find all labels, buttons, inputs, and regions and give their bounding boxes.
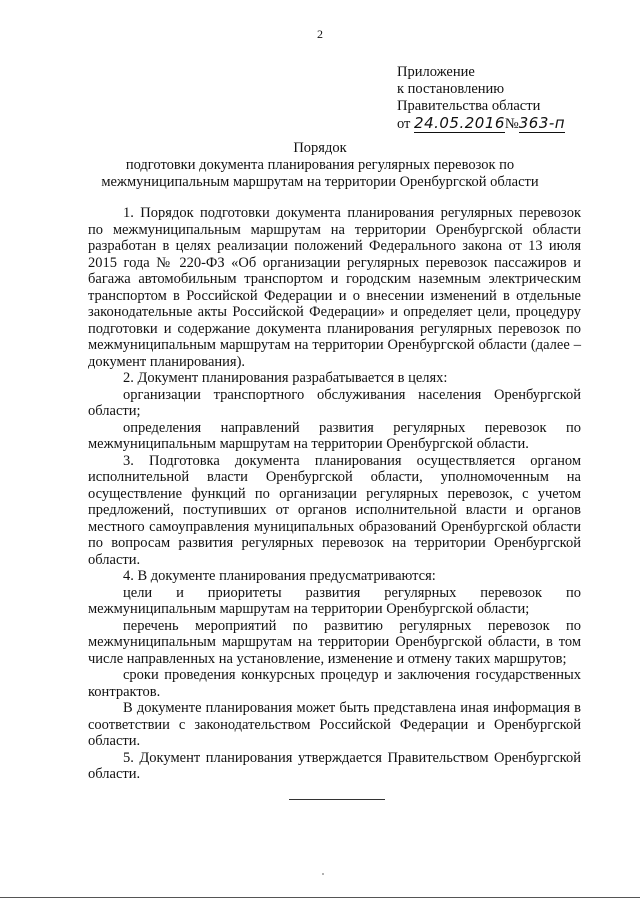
paragraph-4: 4. В документе планирования предусматриваются: — [123, 568, 436, 584]
document-body — [88, 205, 581, 783]
appendix-government-label: Правительства области — [397, 98, 541, 114]
page-bottom-edge — [0, 897, 640, 898]
paragraph-2: 2. Документ планирования разрабатывается в целях: — [123, 370, 448, 386]
appendix-block — [397, 64, 565, 133]
paragraph-2-item-2: определения направлений развития регулярных перевозок по межмуниципальным маршрутам на территории Оренбургской области. — [88, 419, 581, 452]
date-prefix: от — [397, 116, 411, 132]
document-title — [0, 140, 640, 191]
paragraph-4-item-1: цели и приоритеты развития регулярных перевозок по межмуниципальным маршрутам на территории Оренбургской области; — [88, 584, 581, 617]
appendix-date-number-line — [397, 115, 565, 133]
handwritten-date: 24.05.2016 — [414, 114, 505, 132]
paragraph-4-note: В документе планирования может быть представлена иная информация в соответствии с законодательством Российской Федерации и Оренбургской области. — [88, 700, 581, 749]
title-line-2: межмуниципальным маршрутам на территории Оренбургской области — [101, 174, 539, 190]
appendix-label: Приложение — [397, 64, 475, 80]
title-heading: Порядок — [293, 140, 347, 156]
appendix-resolution-label: к постановлению — [397, 81, 505, 97]
handwritten-number: 363-п — [518, 114, 566, 132]
page-number: 2 — [317, 27, 323, 41]
paragraph-1: 1. Порядок подготовки документа планирования регулярных перевозок по межмуниципальным маршрутам на территории Оренбургской области разработан в целях реализации положений Федерального закона от 13 июля 2015 года № 220-ФЗ «Об организации регулярных перевозок пассажиров и багажа автомобильным транспортом и городским наземным электрическим транспортом в Российской Федерации и о внесении изменений в отдельные законодательные акты Российской Федерации» и определяет цели, процедуру подготовки и содержание документа планирования регулярных перевозок по межмуниципальным маршрутам на территории Оренбургской области (далее – документ планирования). — [88, 205, 581, 370]
number-sign: № — [504, 116, 519, 132]
title-line-1: подготовки документа планирования регулярных перевозок по — [125, 157, 515, 173]
paragraph-4-item-3: сроки проведения конкурсных процедур и заключения государственных контрактов. — [88, 667, 581, 700]
paragraph-4-item-2: перечень мероприятий по развитию регулярных перевозок по межмуниципальным маршрутам на территории Оренбургской области, в том числе направленных на установление, изменение и отмену таких маршрутов; — [88, 617, 581, 667]
closing-separator-line — [289, 799, 385, 800]
paragraph-3: 3. Подготовка документа планирования осуществляется органом исполнительной власти Оренбургской области, уполномоченным на осуществление функций по организации регулярных перевозок, с учетом предложений, поступивших от органов исполнительной власти и органов местного самоуправления муниципальных образований Оренбургской области по вопросам развития регулярных перевозок на территории Оренбургской области. — [88, 452, 581, 568]
scan-speck — [322, 873, 324, 875]
paragraph-2-item-1: организации транспортного обслуживания населения Оренбургской области; — [88, 386, 581, 419]
paragraph-5: 5. Документ планирования утверждается Правительством Оренбургской области. — [88, 749, 581, 782]
